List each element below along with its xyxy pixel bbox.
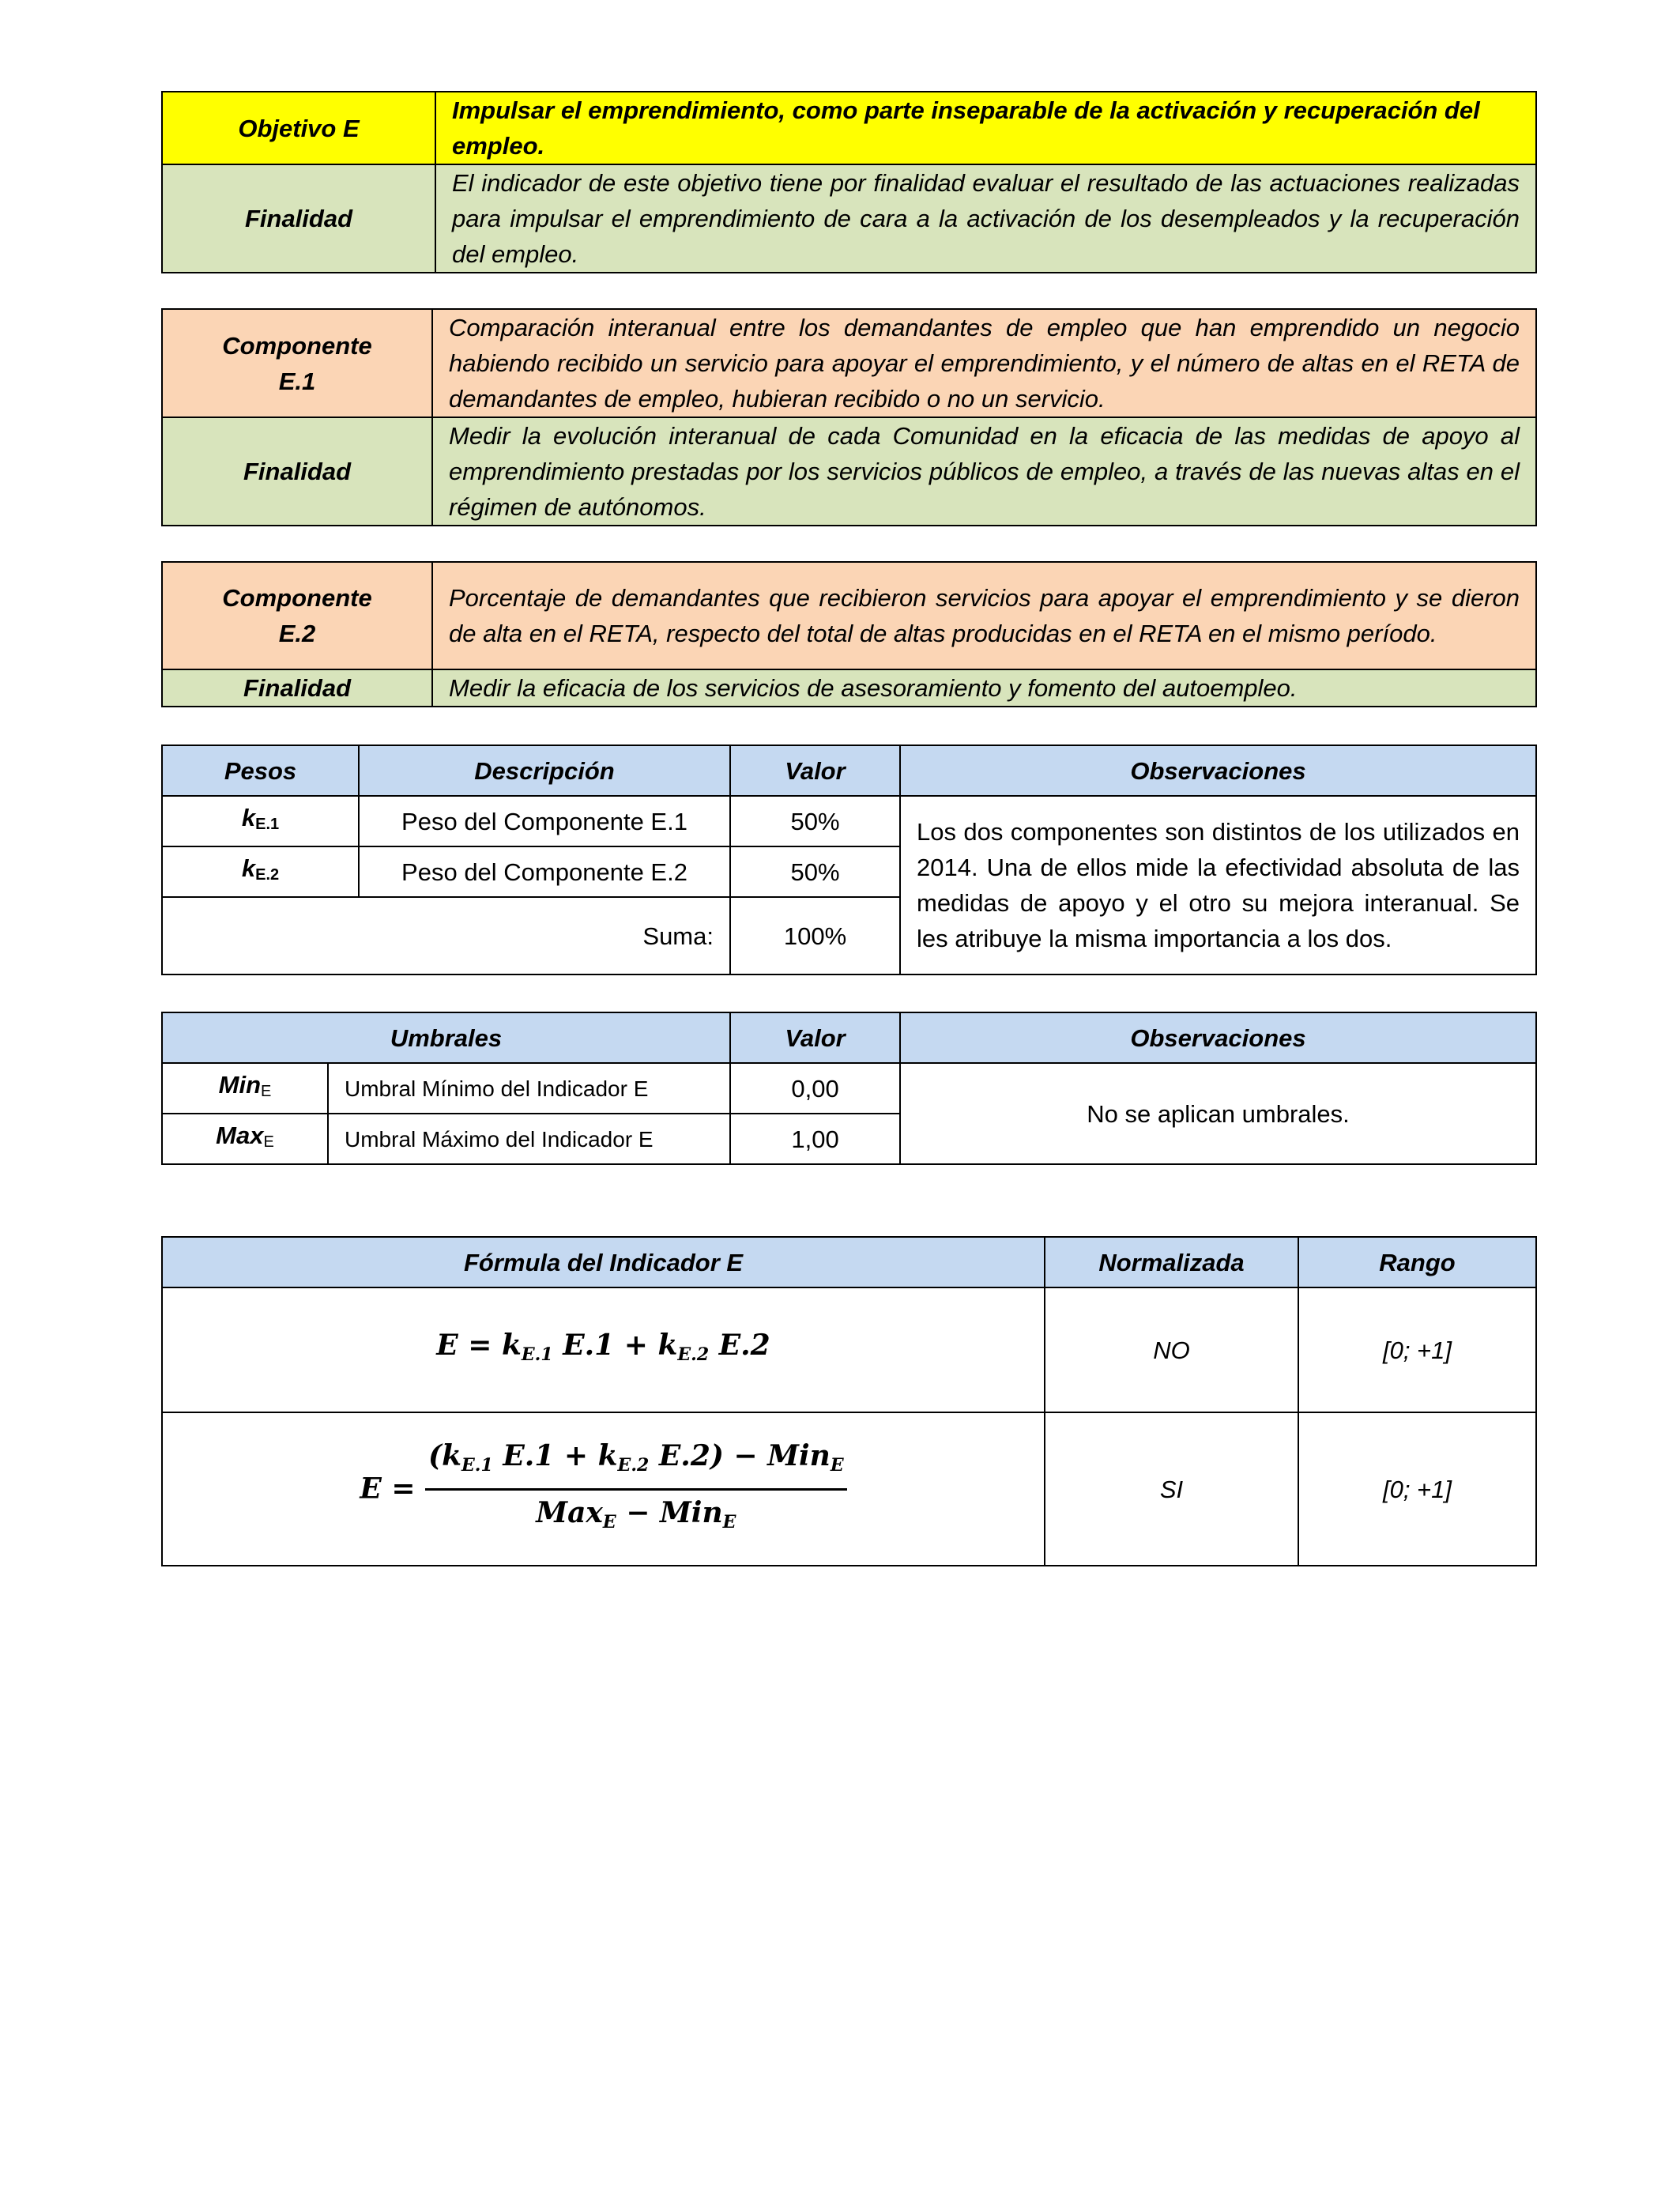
weight-value-e2: 50% <box>730 846 900 897</box>
objective-label: Objetivo E <box>162 92 435 164</box>
weights-sum-value: 100% <box>730 897 900 974</box>
component-e2-finalidad-label: Finalidad <box>162 669 432 707</box>
weights-header-observaciones: Observaciones <box>900 745 1536 796</box>
component-e2-label-line1: Componente <box>222 584 372 612</box>
threshold-description-max: Umbral Máximo del Indicador E <box>328 1114 730 1164</box>
component-e1-finalidad-text: Medir la evolución interanual de cada Comunidad en la eficacia de las medidas de apoyo al emprendimiento prestadas por los servicios públicos de empleo, a través de las nuevas altas en el régimen de autónomos. <box>432 417 1536 526</box>
formula-table <box>161 1236 1537 1566</box>
weights-header-pesos: Pesos <box>162 745 359 796</box>
weights-observations: Los dos componentes son distintos de los utilizados en 2014. Una de ellos mide la efectividad absoluta de las medidas de apoyo y el otro su mejora interanual. Se les atribuye la misma importancia a los dos. <box>900 796 1536 974</box>
objective-finalidad-text: El indicador de este objetivo tiene por finalidad evaluar el resultado de las actuaciones realizadas para impulsar el emprendimiento de cara a la activación de los desempleados y la recuperación del empleo. <box>435 164 1536 273</box>
thresholds-table <box>161 1012 1537 1165</box>
objective-table <box>161 91 1537 273</box>
formula-normalized-1: NO <box>1045 1287 1298 1412</box>
weight-symbol-e1: $k_{E.1}$ <box>162 796 359 846</box>
weight-symbol-e2: $k_{E.2}$ <box>162 846 359 897</box>
threshold-symbol-min: MinE <box>162 1063 328 1114</box>
component-e1-label <box>162 309 432 417</box>
weights-header-valor: Valor <box>730 745 900 796</box>
component-e1-text: Comparación interanual entre los demandantes de empleo que han emprendido un negocio habiendo recibido un servicio para apoyar el emprendimiento, y el número de altas en el RETA de demandantes de empleo, hubieran recibido o no un servicio. <box>432 309 1536 417</box>
thresholds-observations: No se aplican umbrales. <box>900 1063 1536 1164</box>
objective-text: Impulsar el emprendimiento, como parte inseparable de la activación y recuperación del empleo. <box>435 92 1536 164</box>
weights-table <box>161 745 1537 975</box>
formula-expression-1: E = kE.1 E.1 + kE.2 E.2 <box>162 1287 1045 1412</box>
formula-header-rango: Rango <box>1298 1237 1536 1287</box>
component-e2-table <box>161 561 1537 707</box>
formula-normalized-2: SI <box>1045 1412 1298 1566</box>
formula-range-2: [0; +1] <box>1298 1412 1536 1566</box>
component-e1-finalidad-label: Finalidad <box>162 417 432 526</box>
formula-expression-2: E = (kE.1 E.1 + kE.2 E.2) − MinE MaxE − MinE <box>162 1412 1045 1566</box>
weights-header-descripcion: Descripción <box>359 745 730 796</box>
thresholds-header-umbrales: Umbrales <box>162 1012 730 1063</box>
formula-header-formula: Fórmula del Indicador E <box>162 1237 1045 1287</box>
component-e1-table <box>161 308 1537 526</box>
component-e1-label-line2: E.1 <box>278 367 316 395</box>
threshold-value-min: 0,00 <box>730 1063 900 1114</box>
weights-sum-label: Suma: <box>162 897 730 974</box>
threshold-description-min: Umbral Mínimo del Indicador E <box>328 1063 730 1114</box>
component-e2-label-line2: E.2 <box>278 620 316 647</box>
component-e1-label-line1: Componente <box>222 331 372 360</box>
component-e2-finalidad-text: Medir la eficacia de los servicios de asesoramiento y fomento del autoempleo. <box>432 669 1536 707</box>
weight-value-e1: 50% <box>730 796 900 846</box>
threshold-value-max: 1,00 <box>730 1114 900 1164</box>
component-e2-text: Porcentaje de demandantes que recibieron servicios para apoyar el emprendimiento y se dieron de alta en el RETA, respecto del total de altas producidas en el RETA en el mismo período. <box>432 562 1536 669</box>
objective-finalidad-label: Finalidad <box>162 164 435 273</box>
thresholds-header-valor: Valor <box>730 1012 900 1063</box>
formula-range-1: [0; +1] <box>1298 1287 1536 1412</box>
thresholds-header-observaciones: Observaciones <box>900 1012 1536 1063</box>
weight-description-e1: Peso del Componente E.1 <box>359 796 730 846</box>
threshold-symbol-max: MaxE <box>162 1114 328 1164</box>
formula-header-normalizada: Normalizada <box>1045 1237 1298 1287</box>
formula-fraction: (kE.1 E.1 + kE.2 E.2) − MinE MaxE − MinE <box>425 1438 847 1540</box>
weight-description-e2: Peso del Componente E.2 <box>359 846 730 897</box>
component-e2-label <box>162 562 432 669</box>
